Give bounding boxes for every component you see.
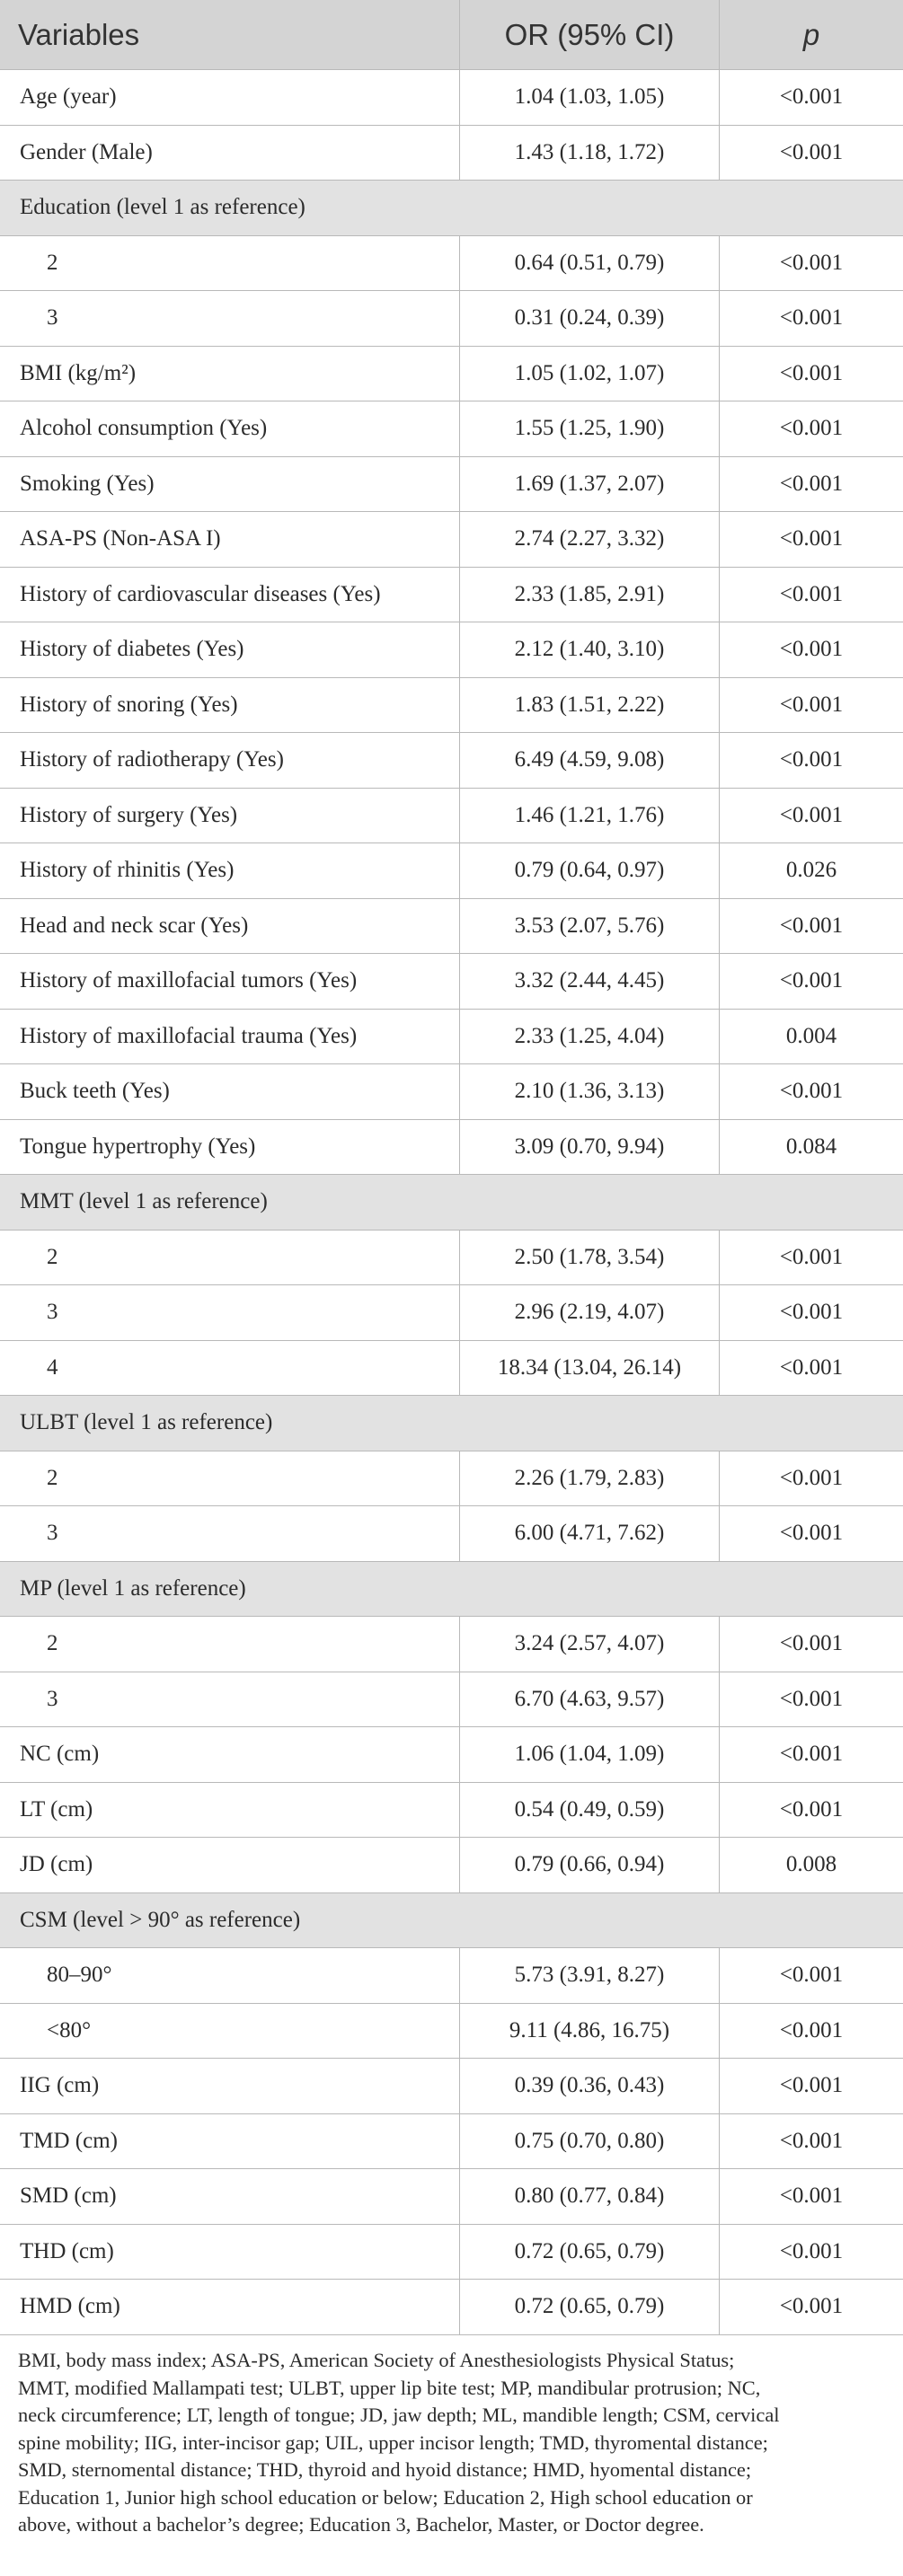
table-row	[0, 401, 903, 457]
p-value-cell: <0.001	[779, 471, 844, 496]
or-cell: 1.83 (1.51, 2.22)	[460, 678, 720, 733]
or-cell: 2.10 (1.36, 3.13)	[460, 1064, 720, 1119]
variable-cell: History of surgery (Yes)	[0, 789, 460, 843]
variable-cell: History of snoring (Yes)	[0, 678, 460, 733]
variable-cell: IIG (cm)	[0, 2059, 460, 2113]
or-cell: 2.74 (2.27, 3.32)	[460, 512, 720, 567]
table-section-row	[0, 1175, 903, 1231]
p-value-cell: <0.001	[779, 1079, 844, 1104]
variable-cell: 3	[0, 1506, 460, 1561]
or-cell: 2.96 (2.19, 4.07)	[460, 1285, 720, 1340]
variable-cell: THD (cm)	[0, 2225, 460, 2280]
p-value-cell: <0.001	[779, 1742, 844, 1767]
table-section-row	[0, 1562, 903, 1618]
or-cell: 1.46 (1.21, 1.76)	[460, 789, 720, 843]
table-row	[0, 291, 903, 347]
table-row	[0, 512, 903, 568]
p-value-cell: 0.004	[785, 1023, 837, 1048]
or-cell: 1.43 (1.18, 1.72)	[460, 126, 720, 181]
p-value-cell: <0.001	[779, 637, 844, 662]
variable-cell: Buck teeth (Yes)	[0, 1064, 460, 1119]
table-row	[0, 622, 903, 678]
p-value-cell: <0.001	[779, 1963, 844, 1988]
table-row	[0, 1948, 903, 2004]
variable-cell: NC (cm)	[0, 1727, 460, 1782]
variable-cell: 3	[0, 1285, 460, 1340]
header-p-label: p	[802, 17, 820, 51]
section-label: ULBT (level 1 as reference)	[20, 1410, 273, 1435]
or-cell: 1.04 (1.03, 1.05)	[460, 70, 720, 125]
table-section-row	[0, 1893, 903, 1949]
table-row	[0, 2059, 903, 2114]
p-value-cell: <0.001	[779, 2183, 844, 2209]
table-row	[0, 1120, 903, 1176]
table-row	[0, 126, 903, 181]
p-value-cell: <0.001	[779, 692, 844, 717]
p-value-cell: <0.001	[779, 360, 844, 385]
p-value-cell: <0.001	[779, 416, 844, 441]
variable-cell: BMI (kg/m²)	[0, 347, 460, 401]
footnote-line: neck circumference; LT, length of tongue; JD, jaw depth; ML, mandible length; CSM, cervical	[18, 2404, 780, 2426]
header-or: OR (95% CI)	[460, 0, 720, 69]
or-cell: 6.49 (4.59, 9.08)	[460, 733, 720, 788]
p-value-cell: <0.001	[779, 581, 844, 606]
table-row	[0, 1672, 903, 1728]
table-row	[0, 1451, 903, 1507]
or-cell: 2.33 (1.85, 2.91)	[460, 568, 720, 622]
variable-cell: HMD (cm)	[0, 2280, 460, 2334]
table-row	[0, 1617, 903, 1672]
footnote-line: SMD, sternomental distance; THD, thyroid and hyoid distance; HMD, hyomental distance;	[18, 2458, 752, 2481]
table-row	[0, 954, 903, 1010]
p-value-cell: <0.001	[779, 1300, 844, 1325]
table-body	[0, 70, 903, 2335]
or-cell: 3.53 (2.07, 5.76)	[460, 899, 720, 954]
or-cell: 1.69 (1.37, 2.07)	[460, 457, 720, 512]
variable-cell: JD (cm)	[0, 1838, 460, 1892]
p-value-cell: <0.001	[779, 1521, 844, 1546]
variable-cell: Smoking (Yes)	[0, 457, 460, 512]
variable-cell: 2	[0, 236, 460, 291]
table-header-row	[0, 0, 903, 70]
table-row	[0, 843, 903, 899]
variable-cell: LT (cm)	[0, 1783, 460, 1838]
table-footnote	[18, 2347, 890, 2539]
table-row	[0, 1727, 903, 1783]
or-cell: 6.00 (4.71, 7.62)	[460, 1506, 720, 1561]
footnote-line: BMI, body mass index; ASA-PS, American Society of Anesthesiologists Physical Status;	[18, 2349, 735, 2371]
variable-cell: SMD (cm)	[0, 2169, 460, 2224]
p-value-cell: <0.001	[779, 2017, 844, 2042]
p-value-cell: <0.001	[779, 250, 844, 275]
or-cell: 0.54 (0.49, 0.59)	[460, 1783, 720, 1838]
p-value-cell: <0.001	[779, 139, 844, 164]
table-row	[0, 2225, 903, 2280]
or-cell: 1.55 (1.25, 1.90)	[460, 401, 720, 456]
section-label: MMT (level 1 as reference)	[20, 1189, 268, 1214]
p-value-cell: <0.001	[779, 2073, 844, 2098]
section-label: MP (level 1 as reference)	[20, 1575, 246, 1601]
variable-cell: Tongue hypertrophy (Yes)	[0, 1120, 460, 1175]
table-row	[0, 2114, 903, 2170]
or-cell: 0.64 (0.51, 0.79)	[460, 236, 720, 291]
variable-cell: TMD (cm)	[0, 2114, 460, 2169]
p-value-cell: <0.001	[779, 2294, 844, 2319]
variable-cell: History of cardiovascular diseases (Yes)	[0, 568, 460, 622]
p-value-cell: <0.001	[779, 1631, 844, 1656]
or-cell: 3.32 (2.44, 4.45)	[460, 954, 720, 1009]
or-cell: 0.39 (0.36, 0.43)	[460, 2059, 720, 2113]
table-row	[0, 236, 903, 292]
or-cell: 0.80 (0.77, 0.84)	[460, 2169, 720, 2224]
p-value-cell: <0.001	[779, 305, 844, 331]
table-row	[0, 2280, 903, 2335]
variable-cell: History of diabetes (Yes)	[0, 622, 460, 677]
p-value-cell: <0.001	[779, 1244, 844, 1269]
p-value-cell: 0.084	[785, 1134, 837, 1159]
table-row	[0, 678, 903, 734]
or-cell: 2.50 (1.78, 3.54)	[460, 1231, 720, 1285]
table-row	[0, 568, 903, 623]
or-cell: 0.79 (0.64, 0.97)	[460, 843, 720, 898]
section-label: CSM (level > 90° as reference)	[20, 1907, 301, 1932]
variable-cell: <80°	[0, 2004, 460, 2059]
table-row	[0, 789, 903, 844]
or-cell: 0.72 (0.65, 0.79)	[460, 2225, 720, 2280]
or-cell: 2.33 (1.25, 4.04)	[460, 1010, 720, 1064]
footnote-line: Education 1, Junior high school education or below; Education 2, High school education or	[18, 2485, 753, 2509]
variable-cell: History of radiotherapy (Yes)	[0, 733, 460, 788]
table-row	[0, 899, 903, 955]
footnote-line: spine mobility; IIG, inter-incisor gap; UIL, upper incisor length; TMD, thyromental distance;	[18, 2430, 768, 2454]
header-variables: Variables	[0, 0, 460, 69]
variable-cell: 4	[0, 1341, 460, 1396]
p-value-cell: <0.001	[779, 2238, 844, 2263]
table-row	[0, 1341, 903, 1397]
p-value-cell: <0.001	[779, 526, 844, 551]
table-row	[0, 2169, 903, 2225]
variable-cell: Head and neck scar (Yes)	[0, 899, 460, 954]
header-p	[720, 0, 903, 69]
table-row	[0, 457, 903, 513]
or-cell: 5.73 (3.91, 8.27)	[460, 1948, 720, 2003]
table-row	[0, 2004, 903, 2060]
p-value-cell: <0.001	[779, 802, 844, 827]
variable-cell: History of maxillofacial trauma (Yes)	[0, 1010, 460, 1064]
variable-cell: History of rhinitis (Yes)	[0, 843, 460, 898]
variable-cell: Gender (Male)	[0, 126, 460, 181]
p-value-cell: <0.001	[779, 1686, 844, 1711]
table-row	[0, 733, 903, 789]
or-cell: 3.09 (0.70, 9.94)	[460, 1120, 720, 1175]
variable-cell: ASA-PS (Non-ASA I)	[0, 512, 460, 567]
or-cell: 2.26 (1.79, 2.83)	[460, 1451, 720, 1506]
table-section-row	[0, 1396, 903, 1451]
variable-cell: 2	[0, 1451, 460, 1506]
or-cell: 0.72 (0.65, 0.79)	[460, 2280, 720, 2334]
section-label: Education (level 1 as reference)	[20, 195, 305, 220]
or-cell: 9.11 (4.86, 16.75)	[460, 2004, 720, 2059]
p-value-cell: <0.001	[779, 1354, 844, 1380]
table-row	[0, 70, 903, 126]
variable-cell: 2	[0, 1231, 460, 1285]
p-value-cell: <0.001	[779, 1796, 844, 1822]
table-row	[0, 1231, 903, 1286]
table-row	[0, 1285, 903, 1341]
table-row	[0, 1064, 903, 1120]
variable-cell: 3	[0, 1672, 460, 1727]
variable-cell: Age (year)	[0, 70, 460, 125]
p-value-cell: <0.001	[779, 84, 844, 110]
or-cell: 3.24 (2.57, 4.07)	[460, 1617, 720, 1672]
p-value-cell: <0.001	[779, 913, 844, 938]
p-value-cell: <0.001	[779, 2128, 844, 2153]
or-cell: 6.70 (4.63, 9.57)	[460, 1672, 720, 1727]
variable-cell: 3	[0, 291, 460, 346]
variable-cell: 2	[0, 1617, 460, 1672]
table-row	[0, 1838, 903, 1893]
or-cell: 0.79 (0.66, 0.94)	[460, 1838, 720, 1892]
table-row	[0, 1506, 903, 1562]
variable-cell: 80–90°	[0, 1948, 460, 2003]
table-section-row	[0, 181, 903, 236]
variable-cell: Alcohol consumption (Yes)	[0, 401, 460, 456]
or-cell: 18.34 (13.04, 26.14)	[460, 1341, 720, 1396]
p-value-cell: 0.008	[785, 1852, 837, 1877]
table-row	[0, 347, 903, 402]
or-cell: 0.31 (0.24, 0.39)	[460, 291, 720, 346]
or-cell: 1.06 (1.04, 1.09)	[460, 1727, 720, 1782]
table-row	[0, 1783, 903, 1839]
table-row	[0, 1010, 903, 1065]
p-value-cell: <0.001	[779, 1465, 844, 1490]
variable-cell: History of maxillofacial tumors (Yes)	[0, 954, 460, 1009]
p-value-cell: 0.026	[785, 858, 837, 883]
footnote-line: MMT, modified Mallampati test; ULBT, upper lip bite test; MP, mandibular protrusion; NC,	[18, 2376, 761, 2399]
or-cell: 1.05 (1.02, 1.07)	[460, 347, 720, 401]
p-value-cell: <0.001	[779, 747, 844, 772]
or-cell: 2.12 (1.40, 3.10)	[460, 622, 720, 677]
p-value-cell: <0.001	[779, 968, 844, 993]
or-cell: 0.75 (0.70, 0.80)	[460, 2114, 720, 2169]
footnote-line: above, without a bachelor’s degree; Education 3, Bachelor, Master, or Doctor degree.	[18, 2513, 704, 2536]
